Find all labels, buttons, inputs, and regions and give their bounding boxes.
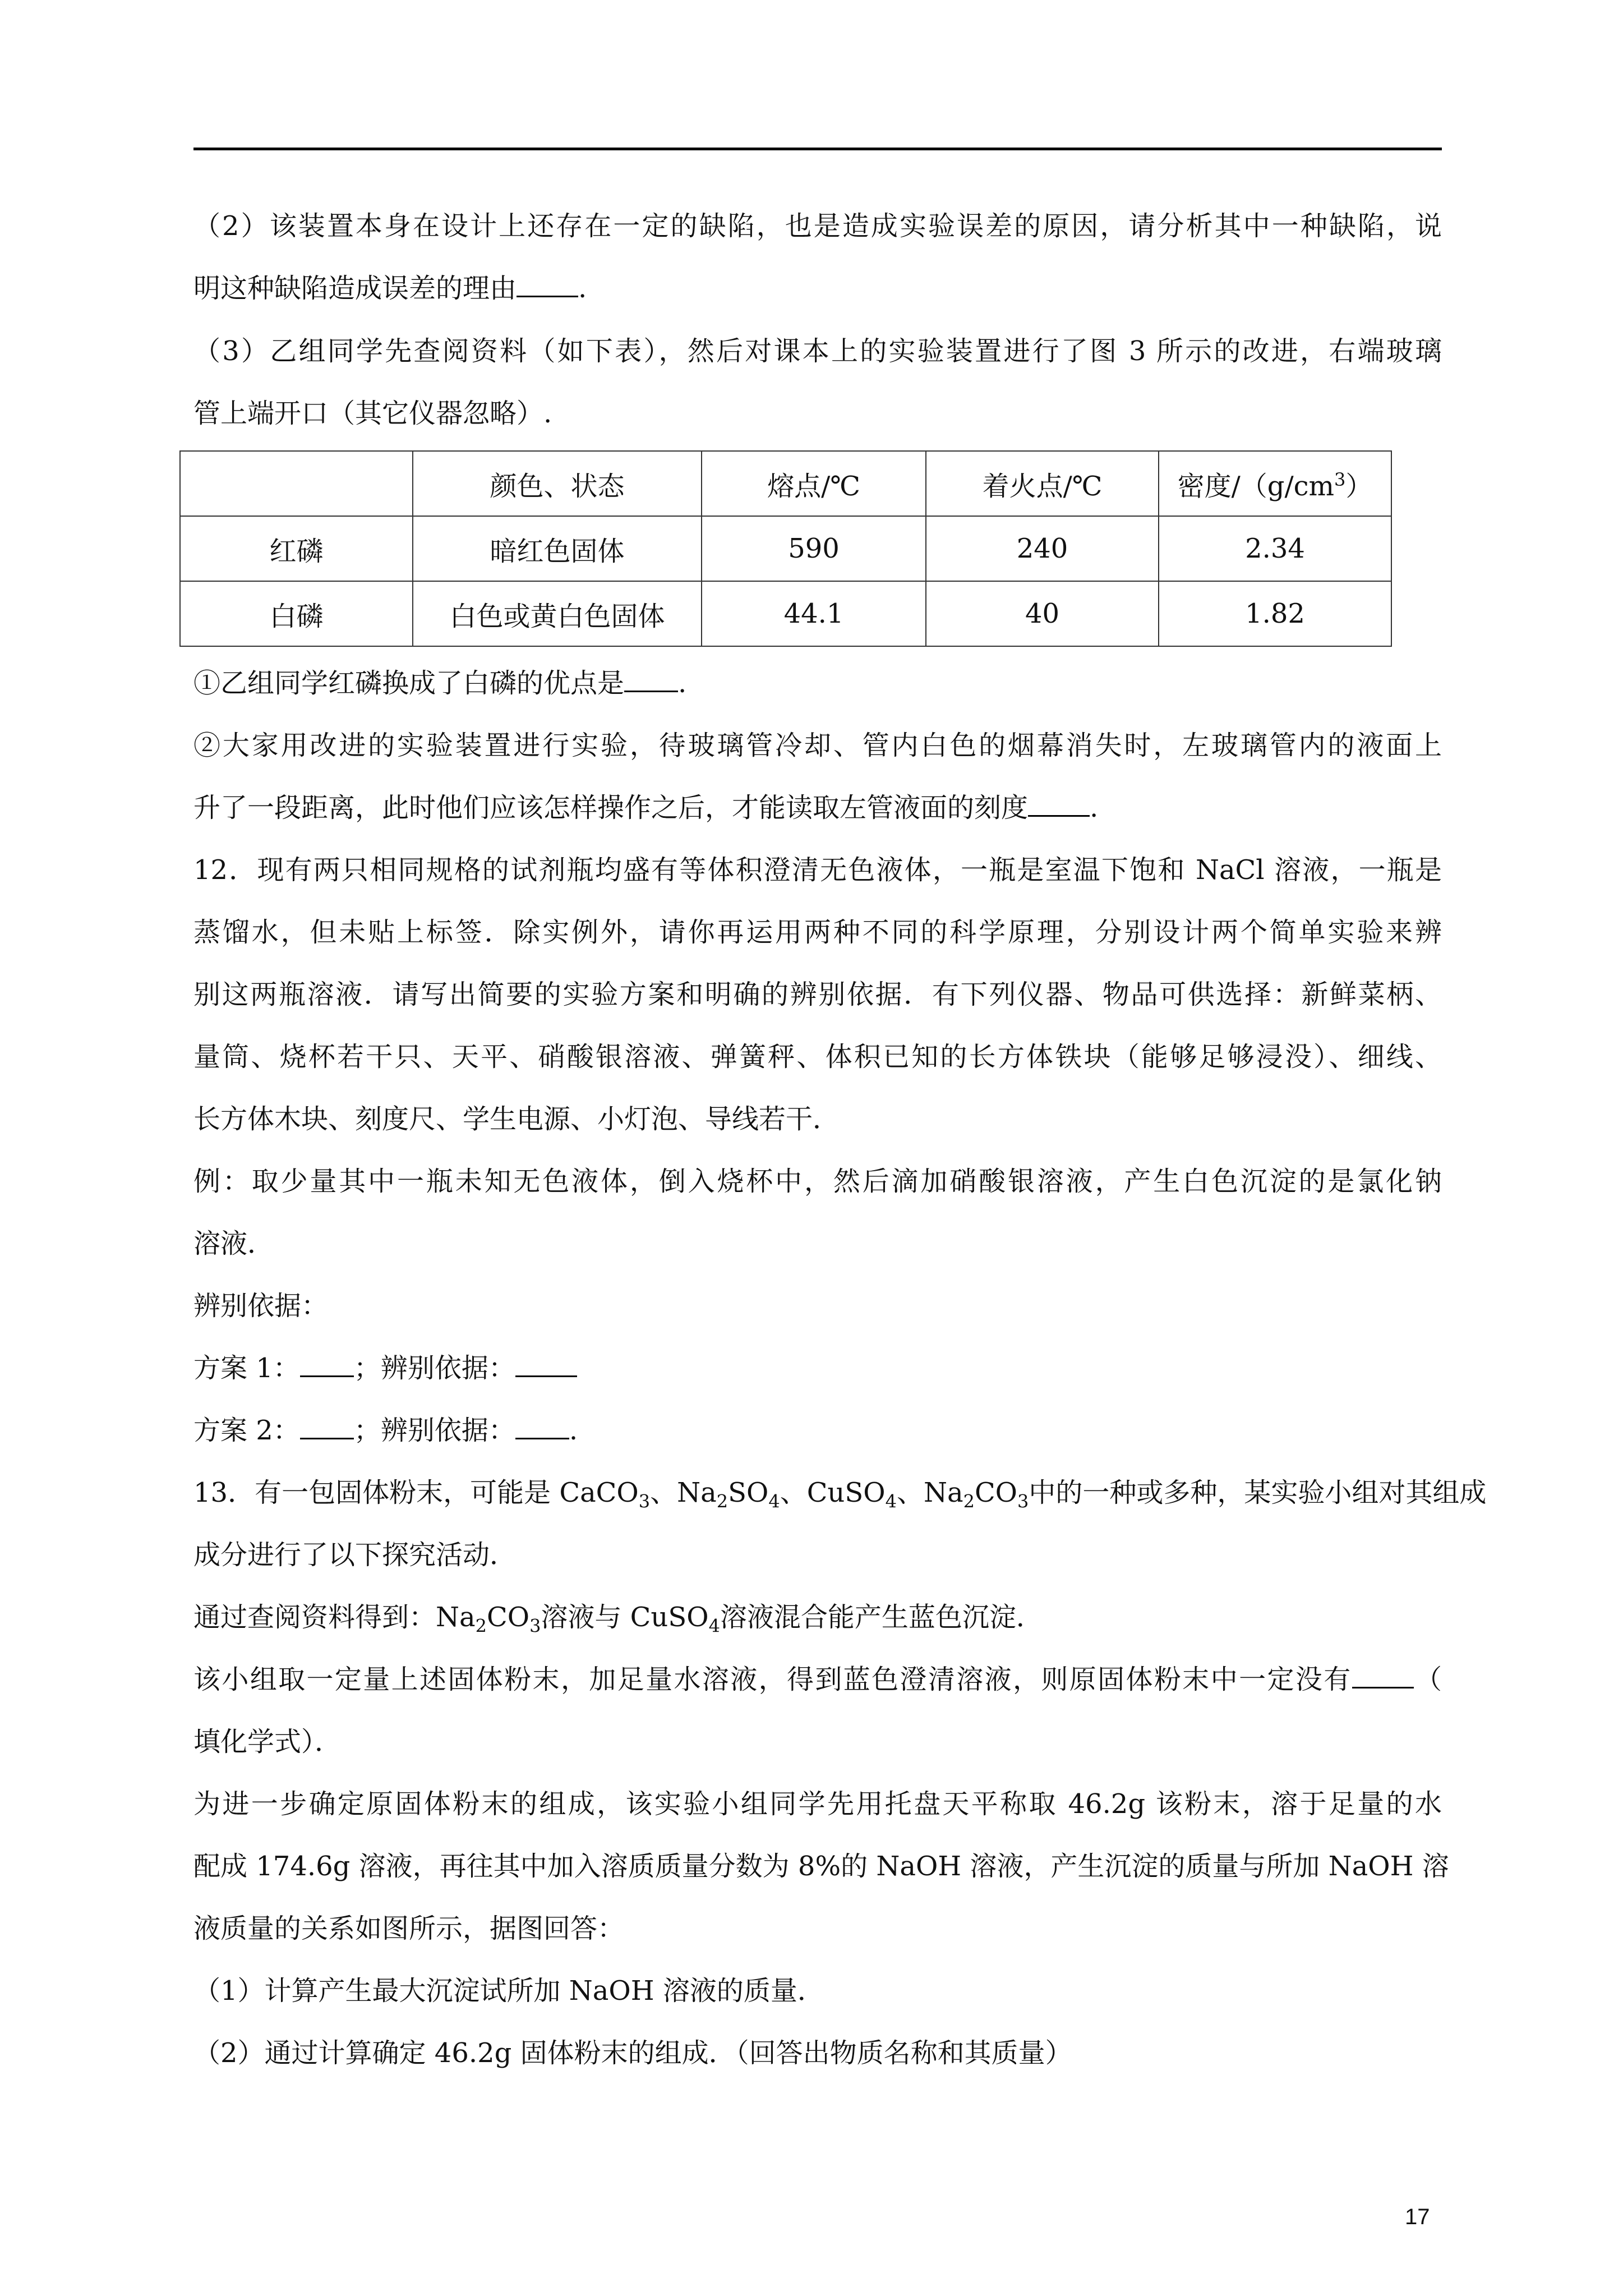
answer-blank[interactable] <box>1352 1664 1414 1688</box>
q12-basis-label: 辨别依据： <box>193 1290 329 1322</box>
q13-line4 <box>193 1661 1442 1698</box>
answer-blank[interactable] <box>300 1353 354 1377</box>
q12-line3: 别这两瓶溶液．请写出简要的实验方案和明确的辨别依据．有下列仪器、物品可供选择：新鲜菜柄、 <box>193 979 1442 1010</box>
q11-sub1 <box>193 665 1442 702</box>
table-cell: 红磷 <box>180 516 413 581</box>
q13-text: 、Na <box>650 1477 717 1508</box>
q12-plan2 <box>193 1412 1442 1449</box>
page-number: 17 <box>1405 2205 1430 2229</box>
q11-part3-line1: （3）乙组同学先查阅资料（如下表），然后对课本上的实验装置进行了图 3 所示的改进，右端玻璃 <box>193 335 1442 367</box>
q13-line3 <box>193 1599 1442 1636</box>
q13-text: CO <box>974 1477 1018 1508</box>
q13-text: 、Na <box>896 1477 963 1508</box>
answer-blank[interactable] <box>300 1415 354 1439</box>
table-header-cell-density <box>1159 451 1391 516</box>
density-header-sup: 3 <box>1334 468 1346 490</box>
table-cell: 2.34 <box>1159 516 1391 581</box>
q13-line8: 液质量的关系如图所示，据图回答： <box>193 1913 625 1944</box>
q13-text: 该小组取一定量上述固体粉末，加足量水溶液，得到蓝色澄清溶液，则原固体粉末中一定没有 <box>193 1664 1352 1695</box>
subscript: 4 <box>708 1615 720 1637</box>
q13-text: 13．有一包固体粉末，可能是 CaCO <box>193 1477 639 1508</box>
q13-line2: 成分进行了以下探究活动． <box>193 1539 517 1571</box>
q11-sub2-line2 <box>193 789 1442 826</box>
answer-blank[interactable] <box>624 668 678 692</box>
subscript: 4 <box>768 1490 780 1512</box>
table-cell: 590 <box>702 516 926 581</box>
q12-line4: 量筒、烧杯若干只、天平、硝酸银溶液、弹簧秤、体积已知的长方体铁块（能够足够浸没）、细线、 <box>193 1041 1442 1073</box>
q13-text: 通过查阅资料得到：Na <box>193 1602 476 1633</box>
header-rule <box>193 148 1442 150</box>
table-header-row <box>180 451 1391 516</box>
q11-sub2-line1: ②大家用改进的实验装置进行实验，待玻璃管冷却、管内白色的烟幕消失时，左玻璃管内的液面上 <box>193 730 1442 761</box>
q11-part2-line2 <box>193 270 1442 307</box>
q11-part3-line2: 管上端开口（其它仪器忽略）. <box>193 398 552 429</box>
answer-blank[interactable] <box>517 273 578 297</box>
q11-part2-line2-text: 明这种缺陷造成误差的理由 <box>193 273 517 304</box>
q11-sub2-line2-end: . <box>1090 792 1099 823</box>
q13-text: 溶液与 CuSO <box>541 1602 709 1633</box>
table-cell: 44.1 <box>702 581 926 646</box>
subscript: 2 <box>716 1490 728 1512</box>
q11-sub1-end: . <box>678 668 687 699</box>
q12-line1: 12．现有两只相同规格的试剂瓶均盛有等体积澄清无色液体，一瓶是室温下饱和 NaCl 溶液，一瓶是 <box>193 854 1442 886</box>
table-header-cell: 颜色、状态 <box>413 451 702 516</box>
table-row-red-phosphorus <box>180 516 1391 581</box>
answer-blank[interactable] <box>1028 793 1090 817</box>
q11-sub1-text: ①乙组同学红磷换成了白磷的优点是 <box>193 668 625 699</box>
q13-text: 、CuSO <box>780 1477 886 1508</box>
q13-line10: （2）通过计算确定 46.2g 固体粉末的组成．（回答出物质名称和其质量） <box>193 2037 1072 2069</box>
q11-sub2-line2-text: 升了一段距离，此时他们应该怎样操作之后，才能读取左管液面的刻度 <box>193 792 1029 823</box>
q12-example-line1: 例：取少量其中一瓶未知无色液体，倒入烧杯中，然后滴加硝酸银溶液，产生白色沉淀的是氯化钠 <box>193 1166 1442 1197</box>
q11-part2-line2-end: . <box>578 273 587 304</box>
table-cell: 白磷 <box>180 581 413 646</box>
subscript: 2 <box>963 1490 975 1512</box>
table-row-white-phosphorus <box>180 581 1391 646</box>
plan1-label: 方案 1： <box>193 1352 300 1384</box>
phosphorus-property-table <box>179 450 1392 647</box>
subscript: 3 <box>529 1615 541 1637</box>
subscript: 3 <box>1017 1490 1029 1512</box>
q13-text: SO <box>728 1477 769 1508</box>
q12-example-line2: 溶液． <box>193 1228 275 1259</box>
table-cell: 40 <box>926 581 1159 646</box>
q13-line1 <box>193 1474 1487 1512</box>
table-cell: 白色或黄白色固体 <box>413 581 702 646</box>
table-cell: 1.82 <box>1159 581 1391 646</box>
q13-line7: 配成 174.6g 溶液，再往其中加入溶质质量分数为 8%的 NaOH 溶液，产生沉淀的质量与所加 NaOH 溶 <box>193 1851 1449 1882</box>
plan2-basis-label: ；辨别依据： <box>353 1415 515 1446</box>
q12-line2: 蒸馏水，但未贴上标签．除实例外，请你再运用两种不同的科学原理，分别设计两个简单实验来辨 <box>193 917 1442 948</box>
q13-text: 溶液混合能产生蓝色沉淀． <box>720 1602 1043 1633</box>
answer-blank[interactable] <box>515 1415 569 1439</box>
q13-line5: 填化学式）． <box>193 1726 342 1757</box>
density-header-close: ） <box>1345 470 1373 502</box>
subscript: 2 <box>475 1615 487 1637</box>
subscript: 3 <box>638 1490 651 1512</box>
table-cell: 暗红色固体 <box>413 516 702 581</box>
q13-line9: （1）计算产生最大沉淀试所加 NaOH 溶液的质量． <box>193 1975 824 2007</box>
table-cell: 240 <box>926 516 1159 581</box>
plan2-label: 方案 2： <box>193 1415 300 1446</box>
q13-text: 中的一种或多种，某实验小组对其组成 <box>1029 1477 1487 1508</box>
q12-plan1 <box>193 1350 1442 1387</box>
table-header-cell <box>180 451 413 516</box>
density-header-text: 密度/（g/cm <box>1177 470 1335 502</box>
q11-part2-line1: （2）该装置本身在设计上还存在一定的缺陷，也是造成实验误差的原因，请分析其中一种缺陷，说 <box>193 210 1442 242</box>
subscript: 4 <box>885 1490 897 1512</box>
q13-text: CO <box>486 1602 530 1633</box>
q13-text: （ <box>1413 1664 1442 1695</box>
table-header-cell: 着火点/℃ <box>926 451 1159 516</box>
answer-blank[interactable] <box>515 1353 577 1377</box>
table-header-cell: 熔点/℃ <box>702 451 926 516</box>
plan1-basis-label: ；辨别依据： <box>353 1352 515 1384</box>
plan2-end: . <box>569 1415 578 1446</box>
q12-line5: 长方体木块、刻度尺、学生电源、小灯泡、导线若干． <box>193 1103 840 1135</box>
q13-line6: 为进一步确定原固体粉末的组成，该实验小组同学先用托盘天平称取 46.2g 该粉末，溶于足量的水 <box>193 1788 1442 1820</box>
